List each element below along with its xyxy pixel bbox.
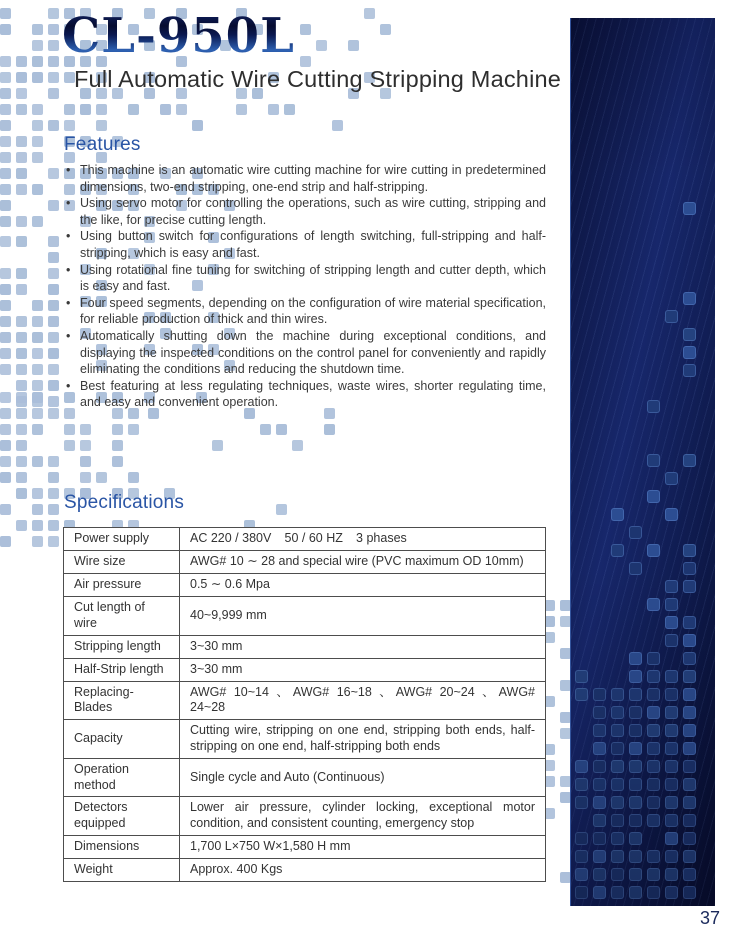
feature-item: • Four speed segments, depending on the configuration of wire material specification, for reliable production of thick and thin wires. xyxy=(64,295,546,328)
product-model-title: CL-950L xyxy=(62,8,295,64)
spec-value: 3~30 mm xyxy=(180,635,546,658)
spec-row xyxy=(64,528,546,551)
spec-value: 3~30 mm xyxy=(180,658,546,681)
spec-label: Air pressure xyxy=(64,574,180,597)
feature-item: • Using button switch for configurations of length switching, full-stripping and half-stripping, which is easy and fast. xyxy=(64,228,546,261)
spec-value: AWG# 10~14 、AWG# 16~18 、AWG# 20~24 、AWG# 24~28 xyxy=(180,681,546,720)
spec-label: Replacing-Blades xyxy=(64,681,180,720)
spec-row xyxy=(64,597,546,636)
spec-label: Half-Strip length xyxy=(64,658,180,681)
specifications-heading: Specifications xyxy=(64,492,185,513)
spec-value: Lower air pressure, cylinder locking, exceptional motor condition, and consistent counting, emergency stop xyxy=(180,797,546,836)
spec-value: 40~9,999 mm xyxy=(180,597,546,636)
feature-item: • Using rotational fine tuning for switching of stripping length and cutter depth, which is easy and fast. xyxy=(64,262,546,295)
specifications-table xyxy=(63,527,546,882)
spec-row xyxy=(64,574,546,597)
spec-value: 1,700 L×750 W×1,580 H mm xyxy=(180,835,546,858)
spec-row xyxy=(64,551,546,574)
spec-value: 0.5 ∼ 0.6 Mpa xyxy=(180,574,546,597)
spec-label: Weight xyxy=(64,858,180,881)
page-number: 37 xyxy=(699,908,720,928)
spec-value: Approx. 400 Kgs xyxy=(180,858,546,881)
product-subtitle: Full Automatic Wire Cutting Stripping Machine xyxy=(74,66,562,92)
spec-label: Detectors equipped xyxy=(64,797,180,836)
spec-label: Capacity xyxy=(64,720,180,759)
spec-label: Wire size xyxy=(64,551,180,574)
spec-row xyxy=(64,635,546,658)
spec-row xyxy=(64,758,546,797)
feature-item: • Automatically shutting down the machine during exceptional conditions, and displaying the inspected conditions on the control panel for conveniently and rapidly eliminating the conditions and reducing the shutdown time. xyxy=(64,328,546,378)
spec-label: Cut length of wire xyxy=(64,597,180,636)
spec-label: Power supply xyxy=(64,528,180,551)
features-list xyxy=(64,162,546,411)
feature-item: • Using servo motor for controlling the operations, such as wire cutting, stripping and the like, for precise cutting length. xyxy=(64,195,546,228)
spec-row xyxy=(64,835,546,858)
spec-row xyxy=(64,720,546,759)
feature-item: • Best featuring at less regulating techniques, waste wires, shorter regulating time, and easy and convenient operation. xyxy=(64,378,546,411)
spec-row xyxy=(64,681,546,720)
features-heading: Features xyxy=(64,134,141,155)
spec-row xyxy=(64,797,546,836)
spec-value: Single cycle and Auto (Continuous) xyxy=(180,758,546,797)
spec-value: Cutting wire, stripping on one end, stripping both ends, half-stripping on one end, half-stripping both ends xyxy=(180,720,546,759)
spec-row xyxy=(64,658,546,681)
spec-value: AC 220 / 380V 50 / 60 HZ 3 phases xyxy=(180,528,546,551)
feature-item: • This machine is an automatic wire cutting machine for wire cutting in predetermined dimensions, two-end stripping, one-end strip and half-stripping. xyxy=(64,162,546,195)
spec-label: Dimensions xyxy=(64,835,180,858)
spec-label: Stripping length xyxy=(64,635,180,658)
spec-row xyxy=(64,858,546,881)
spec-value: AWG# 10 ∼ 28 and special wire (PVC maximum OD 10mm) xyxy=(180,551,546,574)
spec-label: Operation method xyxy=(64,758,180,797)
